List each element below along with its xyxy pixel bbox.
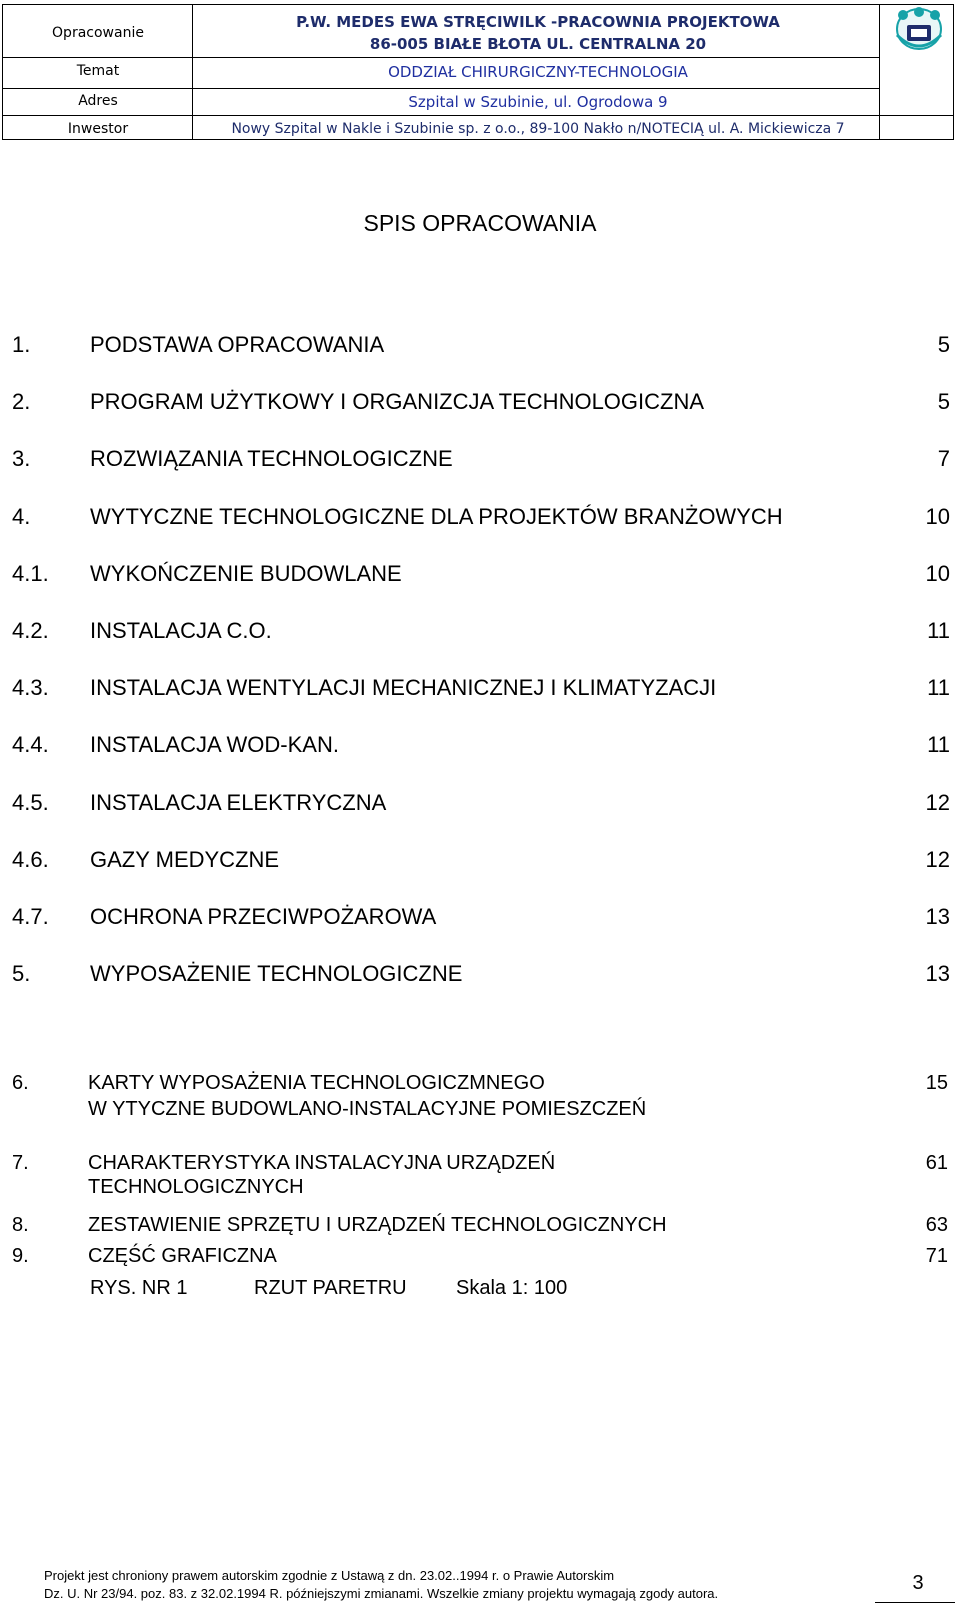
toc-page: 11 <box>927 732 950 757</box>
toc-text: ROZWIĄZANIA TECHNOLOGICZNE <box>90 446 453 471</box>
drawing-scale: Skala 1: 100 <box>456 1277 568 1299</box>
toc-text: WYPOSAŻENIE TECHNOLOGICZNE <box>90 961 463 986</box>
header-divider <box>3 88 879 89</box>
toc-number: 4.3. <box>12 675 49 700</box>
label-opracowanie: Opracowanie <box>52 25 144 41</box>
toc-number: 3. <box>12 446 31 471</box>
page-number: 3 <box>912 1572 924 1594</box>
toc-number: 4.4. <box>12 732 49 757</box>
temat-value: ODDZIAŁ CHIRURGICZNY-TECHNOLOGIA <box>388 63 688 81</box>
toc-text: KARTY WYPOSAŻENIA TECHNOLOGICZMNEGO <box>88 1072 545 1094</box>
toc-page: 11 <box>927 618 950 643</box>
drawing-name: RZUT PARETRU <box>254 1277 407 1299</box>
toc-number: 4. <box>12 504 31 529</box>
drawing-number: RYS. NR 1 <box>90 1277 188 1299</box>
label-adres: Adres <box>78 93 118 109</box>
firm-name: P.W. MEDES EWA STRĘCIWILK -PRACOWNIA PROJEKTOWA <box>296 13 780 31</box>
toc-page: 7 <box>937 446 950 471</box>
label-temat: Temat <box>76 63 120 79</box>
toc-text: CHARAKTERYSTYKA INSTALACYJNA URZĄDZEŃ <box>88 1152 556 1174</box>
toc-number: 4.5. <box>12 790 49 815</box>
toc-number: 4.7. <box>12 904 49 929</box>
footer-copyright: Projekt jest chroniony prawem autorskim zgodnie z Ustawą z dn. 23.02..1994 r. o Prawie Autorskim <box>44 1568 615 1583</box>
toc-page: 63 <box>925 1214 948 1236</box>
toc-text: INSTALACJA WOD-KAN. <box>90 732 339 757</box>
toc-number: 2. <box>12 389 31 414</box>
label-inwestor: Inwestor <box>67 121 129 137</box>
toc-text: GAZY MEDYCZNE <box>90 847 280 872</box>
toc-text: WYKOŃCZENIE BUDOWLANE <box>90 561 402 586</box>
toc-text: CZĘŚĆ GRAFICZNA <box>88 1245 277 1267</box>
firm-address: 86-005 BIAŁE BŁOTA UL. CENTRALNA 20 <box>369 35 707 53</box>
toc-number: 7. <box>12 1152 29 1174</box>
toc-text: ZESTAWIENIE SPRZĘTU I URZĄDZEŃ TECHNOLOGICZNYCH <box>88 1214 667 1236</box>
toc-text: OCHRONA PRZECIWPOŻAROWA <box>90 904 437 929</box>
toc-text: PROGRAM UŻYTKOWY I ORGANIZCJA TECHNOLOGICZNA <box>90 389 705 414</box>
toc-number: 9. <box>12 1245 29 1267</box>
toc-text: INSTALACJA WENTYLACJI MECHANICZNEJ I KLIMATYZACJI <box>90 675 717 700</box>
toc-page: 5 <box>937 389 950 414</box>
toc-page: 13 <box>925 961 950 986</box>
toc-text: W YTYCZNE BUDOWLANO-INSTALACYJNE POMIESZCZEŃ <box>88 1098 647 1120</box>
toc-number: 6. <box>12 1072 29 1094</box>
page-number-underline <box>875 1602 955 1603</box>
toc-page: 71 <box>925 1245 948 1267</box>
header-divider <box>3 115 953 116</box>
adres-value: Szpital w Szubinie, ul. Ogrodowa 9 <box>408 93 668 111</box>
page-title: SPIS OPRACOWANIA <box>363 210 597 236</box>
toc-page: 15 <box>925 1072 948 1094</box>
toc-text: INSTALACJA C.O. <box>90 618 272 643</box>
footer-copyright-law: Dz. U. Nr 23/94. poz. 83. z 32.02.1994 R. późniejszymi zmianami. Wszelkie zmiany projektu wymagają zgody autora. <box>44 1586 719 1601</box>
toc-page: 12 <box>925 847 950 872</box>
toc-page: 11 <box>927 675 950 700</box>
toc-page: 10 <box>925 504 950 529</box>
company-logo-icon <box>883 5 954 59</box>
toc-number: 4.2. <box>12 618 49 643</box>
toc-page: 5 <box>937 332 950 357</box>
header-divider <box>3 57 879 58</box>
toc-page: 61 <box>925 1152 948 1174</box>
toc-page: 12 <box>925 790 950 815</box>
toc-number: 8. <box>12 1214 29 1236</box>
header-table <box>2 4 954 140</box>
inwestor-value: Nowy Szpital w Nakle i Szubinie sp. z o.o., 89-100 Nakło n/NOTECIĄ ul. A. Mickiewicza 7 <box>231 121 845 137</box>
toc-number: 4.1. <box>12 561 49 586</box>
toc-text: INSTALACJA ELEKTRYCZNA <box>90 790 387 815</box>
toc-text: PODSTAWA OPRACOWANIA <box>90 332 385 357</box>
toc-page: 10 <box>925 561 950 586</box>
toc-number: 1. <box>12 332 31 357</box>
toc-number: 5. <box>12 961 31 986</box>
toc-text: WYTYCZNE TECHNOLOGICZNE DLA PROJEKTÓW BRANŻOWYCH <box>90 504 783 529</box>
toc-number: 4.6. <box>12 847 49 872</box>
toc-page: 13 <box>925 904 950 929</box>
toc-text: TECHNOLOGICZNYCH <box>88 1176 304 1198</box>
